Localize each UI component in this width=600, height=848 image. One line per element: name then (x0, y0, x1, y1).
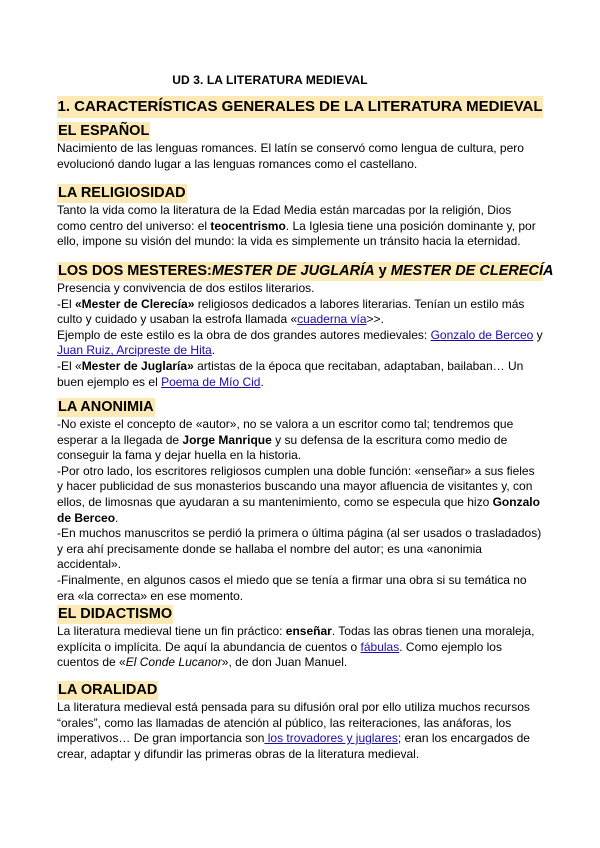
section-text-oralidad (57, 700, 543, 762)
text: », de don Juan Manuel. (221, 655, 348, 670)
text: -El « (57, 358, 82, 373)
paragraph: Presencia y convivencia de dos estilos literarios. (57, 281, 315, 295)
paragraph: -Finalmente, en algunos casos el miedo que se tenía a firmar una obra si su temática no era «la correcta» en ese momento. (57, 572, 527, 603)
bold-term-gonzalo-de-berceo: Gonzalo de Berceo (57, 494, 540, 525)
paragraph (57, 328, 543, 359)
text: Ejemplo de este estilo es la obra de dos grandes autores medievales: (57, 327, 431, 342)
paragraph (57, 417, 543, 464)
section-text-anonimia (57, 417, 543, 604)
link-fabulas[interactable]: fábulas (360, 639, 400, 654)
paragraph (57, 464, 543, 526)
text: . La Iglesia tiene una posición dominante y, por ello, impone su visión del mundo: la vida es simplemente un tránsito hacia la eternidad. (57, 218, 536, 249)
paragraph: Nacimiento de las lenguas romances. El latín se conservó como lengua de cultura, pero evolucionó dando lugar a las lenguas romances como el castellano. (57, 141, 524, 171)
text: y (533, 327, 543, 342)
heading-part: y (374, 263, 391, 279)
section-mesteres (57, 262, 554, 390)
italic-title-conde-lucanor: El Conde Lucanor (125, 655, 222, 670)
bold-term-ensenar: enseñar (285, 624, 332, 638)
text: La literatura medieval tiene un fin práctico: (57, 624, 286, 638)
text: -No existe el concepto de «autor», no se valora a un escritor como tal; tendremos que esperar a la llegada de (57, 417, 514, 447)
section-text-didactismo (57, 624, 543, 671)
section-heading-didactismo: EL DIDACTISMO (58, 606, 173, 622)
text: . (211, 343, 216, 358)
bold-term-juglaria: Mester de Juglaría» (81, 358, 194, 373)
text: >>. (366, 312, 384, 327)
text: . (115, 510, 119, 525)
bold-term-teocentrismo: teocentrismo (210, 218, 286, 233)
section-anonimia (57, 398, 543, 604)
document-title: UD 3. LA LITERATURA MEDIEVAL (172, 73, 368, 87)
section-text-religiosidad (57, 203, 543, 250)
text: . Como ejemplo los cuentos de « (57, 639, 502, 670)
section-heading-oralidad: LA ORALIDAD (58, 682, 158, 698)
text: ; eran los encargados de crear, adaptar y difundir las primeras obras de la literatura medieval. (57, 731, 530, 761)
paragraph (57, 359, 543, 390)
text: Tanto la vida como la literatura de la Edad Media están marcadas por la religión, Dios como centro del universo: el (57, 203, 512, 233)
section-religiosidad (57, 184, 543, 250)
link-cuaderna-via[interactable]: cuaderna vía (297, 312, 367, 327)
paragraph (57, 203, 543, 250)
section-heading-religiosidad: LA RELIGIOSIDAD (58, 185, 186, 201)
link-trovadores-y-juglares[interactable]: los trovadores y juglares (264, 731, 398, 746)
text: . (260, 374, 264, 389)
section-text-espanol (57, 141, 543, 172)
text: La literatura medieval está pensada para su difusión oral por ello utiliza muchos recursos “orales”, como las llamadas de atención al público, las reiteraciones, las anáforas, los imperativos… De gran importancia son (57, 700, 530, 746)
link-juan-ruiz[interactable]: Juan Ruiz, Arcipreste de Hita (57, 343, 212, 358)
section-heading-mesteres (57, 262, 554, 281)
paragraph (57, 297, 543, 328)
text: y su defensa de la escritura como medio de conseguir la fama y dejar huella en la historia. (57, 432, 508, 463)
text: religiosos dedicados a labores literarias. Tenían un estilo más culto y cuidado y usaban la estrofa llamada « (57, 296, 525, 327)
bold-term-jorge-manrique: Jorge Manrique (182, 432, 272, 447)
section-oralidad (57, 681, 543, 762)
bold-term-clerecia: «Mester de Clerecía» (75, 296, 195, 311)
heading-juglaria: MESTER DE JUGLARÍA (211, 263, 375, 279)
paragraph (57, 700, 543, 762)
main-heading: 1. CARACTERÍSTICAS GENERALES DE LA LITERATURA MEDIEVAL (57, 96, 543, 118)
section-heading-anonimia: LA ANONIMIA (58, 399, 154, 415)
text: -El (57, 296, 75, 311)
paragraph (57, 624, 543, 671)
section-text-mesteres (57, 281, 543, 390)
link-poema-de-mio-cid[interactable]: Poema de Mío Cid (161, 374, 261, 389)
link-gonzalo-de-berceo[interactable]: Gonzalo de Berceo (430, 327, 534, 342)
text: -Por otro lado, los escritores religiosos cumplen una doble función: «enseñar» a sus fieles y hacer publicidad de sus monasterios buscando una mayor afluencia de visitantes y, con ellos, de limosnas que ayudaran a su mantenimiento, como se especula que hizo (57, 463, 535, 509)
section-heading-espanol: EL ESPAÑOL (58, 123, 150, 139)
heading-part: LOS DOS MESTERES: (58, 263, 212, 279)
paragraph: -En muchos manuscritos se perdió la primera o última página (al ser usados o trasladados) y era ahí precisamente donde se hallaba el nombre del autor; es una «anonimia accidental». (57, 526, 542, 572)
text: artistas de la época que recitaban, adaptaban, bailaban… Un buen ejemplo es el (57, 358, 524, 389)
section-espanol (57, 122, 543, 172)
section-didactismo (57, 605, 543, 671)
heading-clerecia: MESTER DE CLERECÍA (390, 263, 554, 279)
text: . Todas las obras tienen una moraleja, explícita o implícita. De aquí la abundancia de cuentos o (57, 624, 535, 654)
